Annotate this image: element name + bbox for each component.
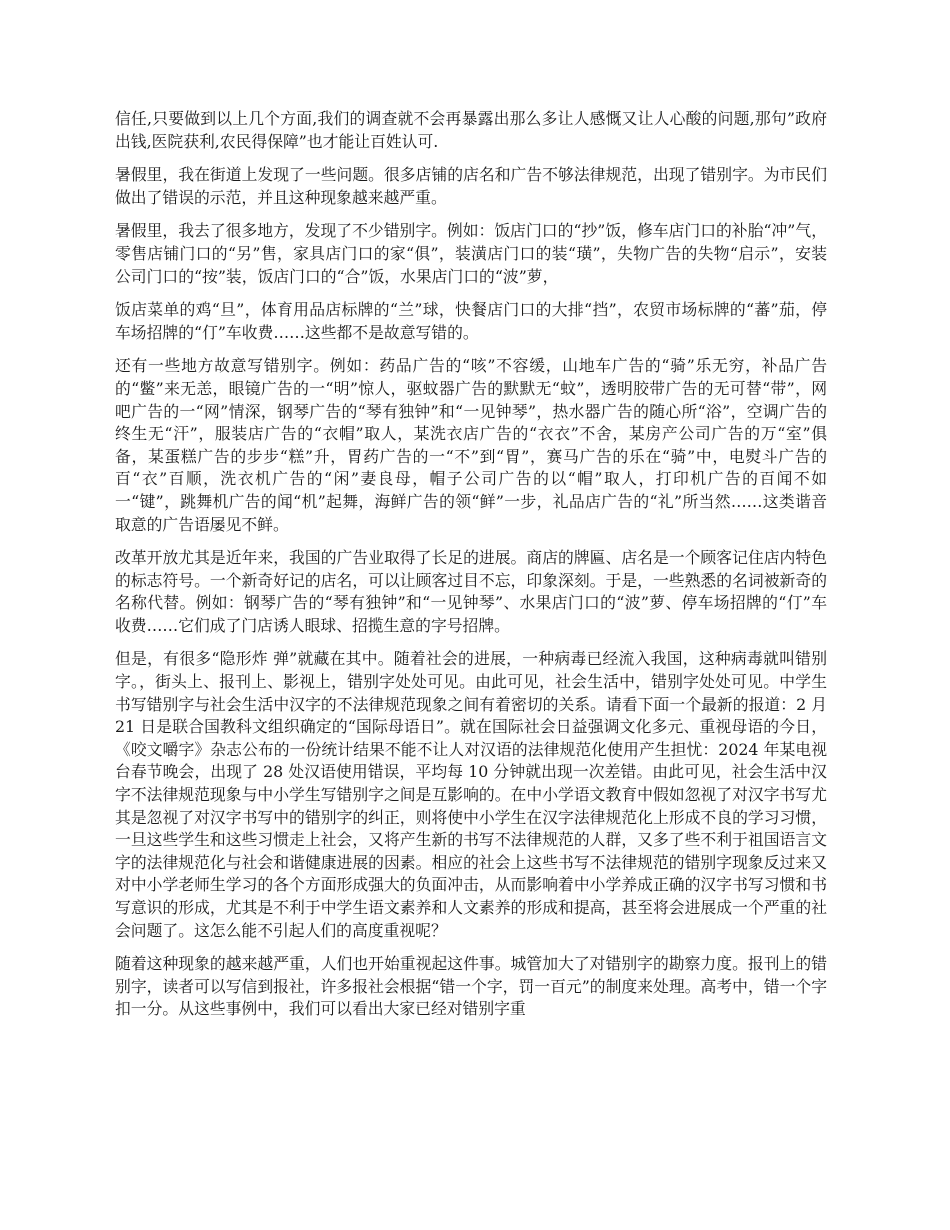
paragraph-8: 随着这种现象的越来越严重，人们也开始重视起这件事。城管加大了对错别字的勘察力度。报刊上的错别字，读者可以写信到报社，许多报社会根据“错一个字，罚一百元”的制度来处理。高考中，错一个字扣一分。从这些事例中，我们可以看出大家已经对错别字重 [115, 954, 827, 1019]
paragraph-2: 暑假里，我在街道上发现了一些问题。很多店铺的店名和广告不够法律规范，出现了错别字。为市民们做出了错误的示范，并且这种现象越来越严重。 [115, 165, 827, 207]
paragraph-3: 暑假里，我去了很多地方，发现了不少错别字。例如：饭店门口的“抄”饭，修车店门口的补胎“冲”气，零售店铺门口的“另”售，家具店门口的家“俱”，装潢店门口的装“璜”，失物广告的失物“启示”，安装公司门口的“按”装，饭店门口的“合”饭，水果店门口的“波”萝， [115, 221, 827, 286]
paragraph-1: 信任,只要做到以上几个方面,我们的调查就不会再暴露出那么多让人感慨又让人心酸的问题,那句”政府出钱,医院获利,农民得保障”也才能让百姓认可. [115, 109, 827, 151]
paragraph-5: 还有一些地方故意写错别字。例如：药品广告的“咳”不容缓，山地车广告的“骑”乐无穷，补品广告的“鳖”来无恙，眼镜广告的一“明”惊人，驱蚊器广告的默默无“蚊”，透明胶带广告的无可替“带”，网吧广告的一“网”情深，钢琴广告的“琴有独钟”和“一见钟琴”，热水器广告的随心所“浴”，空调广告的终生无“汗”，服装店广告的“衣帽”取人，某洗衣店广告的“衣衣”不舍，某房产公司广告的万“室”俱备，某蛋糕广告的步步“糕”升，胃药广告的一“不”到“胃”，赛马广告的乐在“骑”中，电熨斗广告的百“衣”百顺，洗衣机广告的“闲”妻良母，帽子公司广告的以“帽”取人，打印机广告的百闻不如一“键”，跳舞机广告的闻“机”起舞，海鲜广告的领“鲜”一步，礼品店广告的“礼”所当然……这类谐音取意的广告语屡见不鲜。 [115, 356, 827, 534]
paragraph-4: 饭店菜单的鸡“旦”，体育用品店标牌的“兰”球，快餐店门口的大排“挡”，农贸市场标牌的“蕃”茄，停车场招牌的“仃”车收费……这些都不是故意写错的。 [115, 300, 827, 342]
paragraph-7: 但是，有很多“隐形炸 弹”就藏在其中。随着社会的进展，一种病毒已经流入我国，这种病毒就叫错别字。，街头上、报刊上、影视上，错别字处处可见。由此可见，社会生活中，错别字处处可见。中学生书写错别字与社会生活中汉字的不法律规范现象之间有着密切的关系。请看下面一个最新的报道：2 月 21 日是联合国教科文组织确定的“国际母语日”。就在国际社会日益强调文化多元、重视母语的今日，《咬文嚼字》杂志公布的一份统计结果不能不让人对汉语的法律规范化使用产生担忧：2024 年某电视台春节晚会，出现了 28 处汉语使用错误，平均每 10 分钟就出现一次差错。由此可见，社会生活中汉字不法律规范现象与中小学生写错别字之间是互影响的。在中小学语文教育中假如忽视了对汉字书写尤其是忽视了对汉字书写中的错别字的纠正，则将使中小学生在汉字法律规范化上形成不良的学习习惯，一旦这些学生和这些习惯走上社会，又将产生新的书写不法律规范的人群，又多了些不利于祖国语言文字的法律规范化与社会和谐健康进展的因素。相应的社会上这些书写不法律规范的错别字现象反过来又对中小学老师生学习的各个方面形成强大的负面冲击，从而影响着中小学养成正确的汉字书写习惯和书写意识的形成，尤其是不利于中学生语文素养和人文素养的形成和提高，甚至将会进展成一个严重的社会问题了。这怎么能不引起人们的高度重视呢？ [115, 649, 827, 940]
document-body [115, 108, 827, 1032]
paragraph-6: 改革开放尤其是近年来，我国的广告业取得了长足的进展。商店的牌匾、店名是一个顾客记住店内特色的标志符号。一个新奇好记的店名，可以让顾客过目不忘，印象深刻。于是，一些熟悉的名词被新奇的名称代替。例如：钢琴广告的“琴有独钟”和“一见钟琴”、水果店门口的“波”萝、停车场招牌的“仃”车收费……它们成了门店诱人眼球、招揽生意的字号招牌。 [115, 548, 827, 635]
